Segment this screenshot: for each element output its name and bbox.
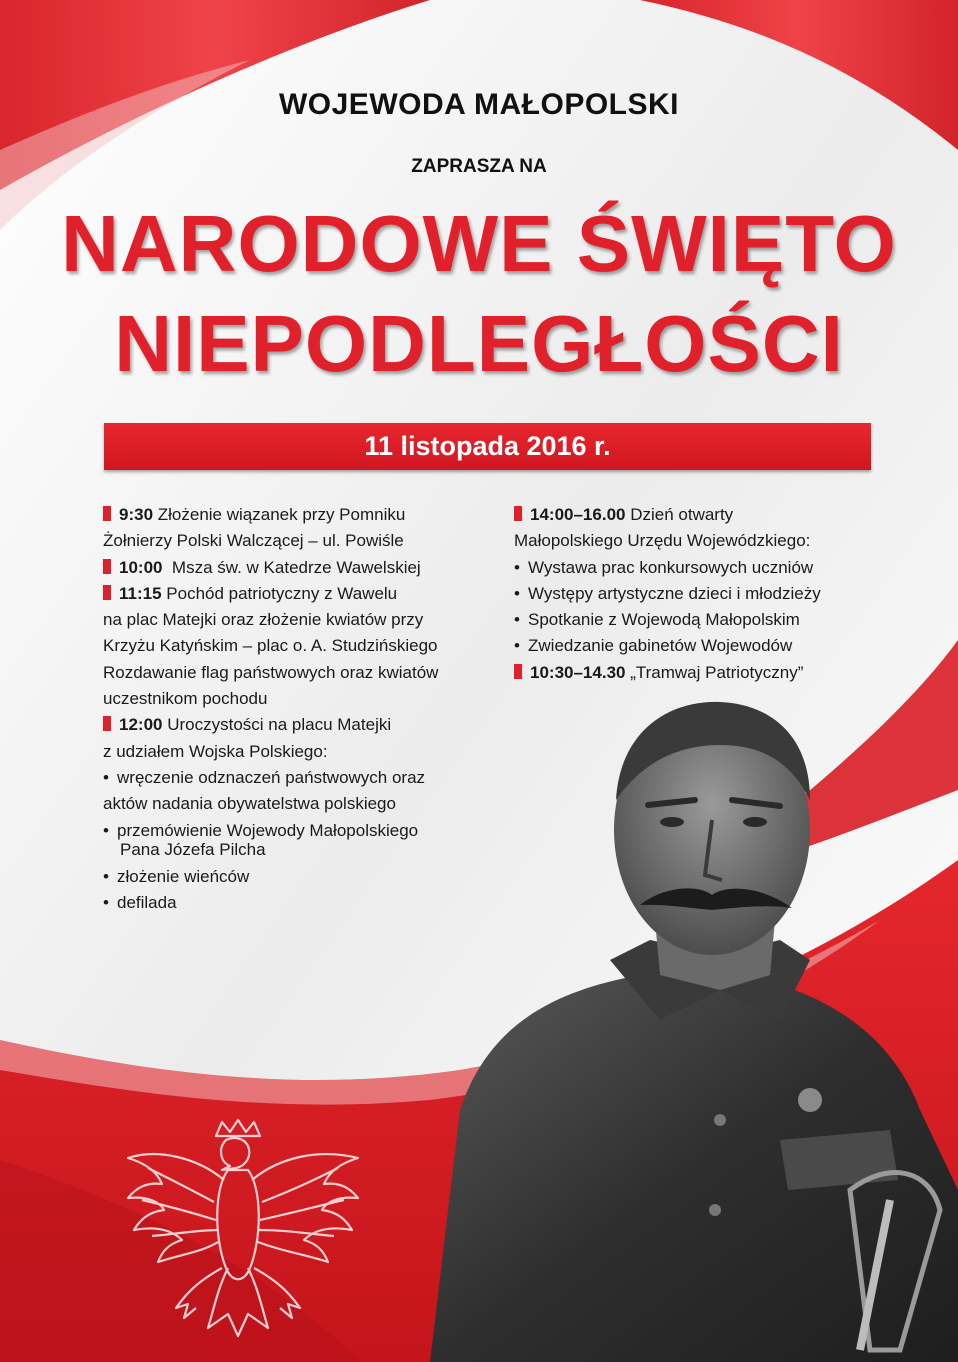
program-text: Małopolskiego Urzędu Wojewódzkiego:: [514, 531, 811, 551]
portrait-photo: [420, 690, 958, 1362]
bullet-icon: •: [103, 893, 109, 913]
bullet-icon: •: [103, 767, 109, 787]
program-text: Krzyżu Katyńskim – plac o. A. Studzińskiego: [103, 636, 438, 656]
program-time: 12:00: [119, 715, 163, 735]
list-item-text: wręczenie odznaczeń państwowych oraz: [117, 767, 426, 787]
red-bar-icon: [514, 506, 522, 521]
program-text: uczestnikom pochodu: [103, 689, 268, 709]
event-title-line1: NARODOWE ŚWIĘTO: [61, 199, 897, 288]
program-text: Dzień otwarty: [625, 505, 734, 524]
program-time: 10:00: [119, 557, 163, 577]
program-text: Żołnierzy Polski Walczącej – ul. Powiśle: [103, 531, 404, 551]
red-bar-icon: [514, 664, 522, 679]
program-time: 14:00–16.00: [530, 505, 626, 524]
program-text: Uroczystości na placu Matejki: [162, 715, 392, 735]
program-time: 9:30: [119, 505, 154, 524]
list-item-text: aktów nadania obywatelstwa polskiego: [103, 794, 396, 814]
list-item-text: Zwiedzanie gabinetów Wojewodów: [528, 636, 793, 656]
date-banner: 11 listopada 2016 r.: [104, 423, 871, 470]
red-bar-icon: [103, 559, 111, 574]
list-item-text: Występy artystyczne dzieci i młodzieży: [528, 583, 821, 603]
list-item: [514, 581, 874, 607]
list-item-text: defilada: [117, 893, 177, 913]
bullet-icon: •: [514, 583, 520, 603]
red-bar-icon: [103, 585, 111, 600]
program-text: Msza św. w Katedrze Wawelskiej: [162, 557, 421, 577]
program-text: na plac Matejki oraz złożenie kwiatów przy: [103, 610, 424, 630]
list-item: [514, 555, 874, 581]
event-title-line2: NIEPODLEGŁOŚCI: [114, 299, 844, 388]
bullet-icon: •: [514, 636, 520, 656]
program-time: 11:15: [119, 583, 162, 603]
program-time: 10:30–14.30: [530, 662, 626, 682]
list-item-text: Spotkanie z Wojewodą Małopolskim: [528, 610, 800, 630]
program-text: Złożenie wiązanek przy Pomniku: [153, 505, 406, 524]
program-text: Pochód patriotyczny z Wawelu: [161, 583, 398, 603]
list-item-text: Wystawa prac konkursowych uczniów: [528, 557, 814, 577]
program-text: „Tramwaj Patriotyczny”: [625, 662, 804, 682]
program-item: [103, 502, 498, 528]
bullet-icon: •: [103, 866, 109, 886]
white-eagle-icon: [118, 1118, 368, 1350]
program-item: [103, 555, 498, 581]
list-item: [514, 633, 874, 659]
program-item: [514, 660, 874, 686]
bullet-icon: •: [514, 557, 520, 577]
red-bar-icon: [103, 506, 111, 521]
list-item: [514, 607, 874, 633]
list-item-text: złożenie wieńców: [117, 866, 250, 886]
list-item-text: Pana Józefa Pilcha: [120, 839, 266, 859]
program-item: [103, 581, 498, 607]
red-bar-icon: [103, 716, 111, 731]
inviter-heading: WOJEWODA MAŁOPOLSKI: [278, 88, 680, 121]
invites-subheading: ZAPRASZA NA: [411, 156, 547, 177]
program-text: z udziałem Wojska Polskiego:: [103, 741, 328, 761]
program-item: [514, 502, 874, 528]
program-text: Rozdawanie flag państwowych oraz kwiatów: [103, 662, 439, 682]
bullet-icon: •: [514, 610, 520, 630]
bullet-icon: •: [103, 820, 109, 840]
list-item-text: przemówienie Wojewody Małopolskiego: [117, 820, 419, 840]
program-right-column: [514, 502, 874, 686]
